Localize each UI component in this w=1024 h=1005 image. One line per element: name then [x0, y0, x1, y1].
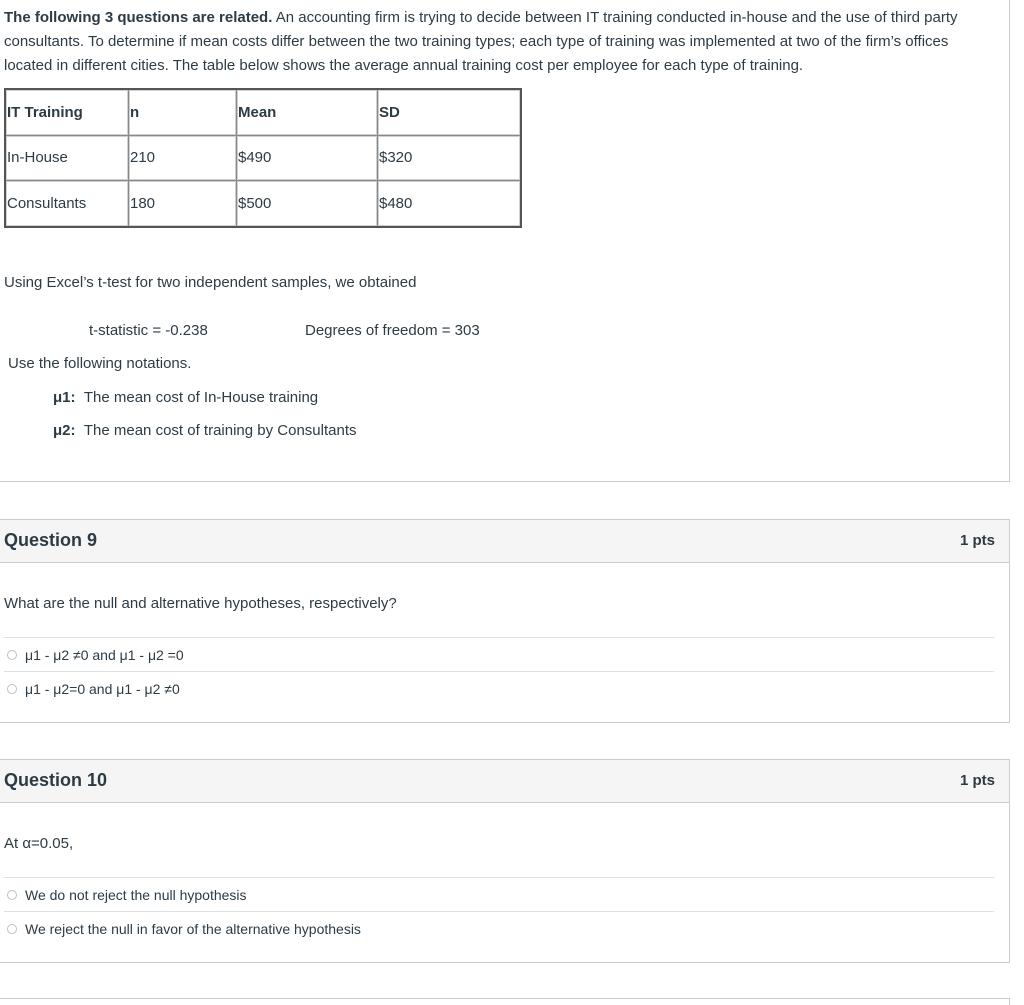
table-header-cell: SD: [378, 89, 522, 135]
radio-button[interactable]: [7, 890, 17, 900]
notation-intro: Use the following notations.: [8, 355, 192, 372]
question-10-panel: [0, 759, 1010, 963]
notation-mu1: [53, 389, 318, 406]
table-header-row: [5, 89, 521, 135]
radio-button[interactable]: [7, 684, 17, 694]
excel-result-line: Using Excel’s t-test for two independent samples, we obtained: [4, 274, 417, 291]
table-header-cell: n: [129, 89, 237, 135]
question-10-header: [0, 760, 1009, 803]
answer-option[interactable]: [4, 877, 994, 912]
table-cell: $490: [237, 135, 378, 181]
table-header-cell: Mean: [237, 89, 378, 135]
radio-button[interactable]: [7, 924, 17, 934]
answer-option[interactable]: [4, 671, 994, 706]
table-cell: $500: [237, 181, 378, 227]
table-cell: In-House: [5, 135, 129, 181]
table-cell: $480: [378, 181, 522, 227]
question-9-header: [0, 520, 1009, 563]
mu2-description: The mean cost of training by Consultants: [83, 422, 357, 439]
question-9-points: 1 pts: [959, 532, 995, 549]
table-row: [5, 181, 521, 227]
intro-body: An accounting firm is trying to decide between IT training conducted in-house and the use of third party consultants. To determine if mean costs differ between the two training types; each type of training was implemented at two of the firm’s offices located in different cities. The table below shows the average annual training cost per employee for each type of training.: [4, 9, 958, 74]
table-header-cell: IT Training: [5, 89, 129, 135]
question-10-points: 1 pts: [959, 772, 995, 789]
question-9-title: Question 9: [4, 530, 98, 550]
table-cell: Consultants: [5, 181, 129, 227]
answer-option[interactable]: [4, 637, 994, 672]
next-question-panel-edge: [0, 998, 1010, 1005]
answer-label: We do not reject the null hypothesis: [25, 887, 247, 903]
answer-option[interactable]: [4, 911, 994, 946]
intro-paragraph: [4, 6, 974, 78]
table-cell: 180: [129, 181, 237, 227]
t-statistic: t-statistic = -0.238: [89, 322, 208, 339]
intro-panel: [0, 0, 1010, 482]
table-row: [5, 135, 521, 181]
mu1-symbol: μ1:: [53, 389, 76, 406]
answer-label: μ1 - μ2 ≠0 and μ1 - μ2 =0: [25, 647, 184, 663]
answer-label: We reject the null in favor of the alternative hypothesis: [25, 921, 361, 937]
mu2-symbol: μ2:: [53, 422, 76, 439]
intro-bold-lead: The following 3 questions are related.: [4, 9, 273, 26]
degrees-of-freedom: Degrees of freedom = 303: [305, 322, 480, 339]
table-cell: $320: [378, 135, 522, 181]
question-9-text: What are the null and alternative hypotheses, respectively?: [4, 595, 397, 612]
answer-label: μ1 - μ2=0 and μ1 - μ2 ≠0: [25, 681, 180, 697]
notation-mu2: [53, 422, 357, 439]
question-9-panel: [0, 519, 1010, 723]
question-10-text: At α=0.05,: [4, 835, 74, 852]
table-cell: 210: [129, 135, 237, 181]
training-cost-table: [4, 88, 522, 228]
question-10-title: Question 10: [4, 770, 108, 790]
radio-button[interactable]: [7, 650, 17, 660]
mu1-description: The mean cost of In-House training: [83, 389, 319, 406]
